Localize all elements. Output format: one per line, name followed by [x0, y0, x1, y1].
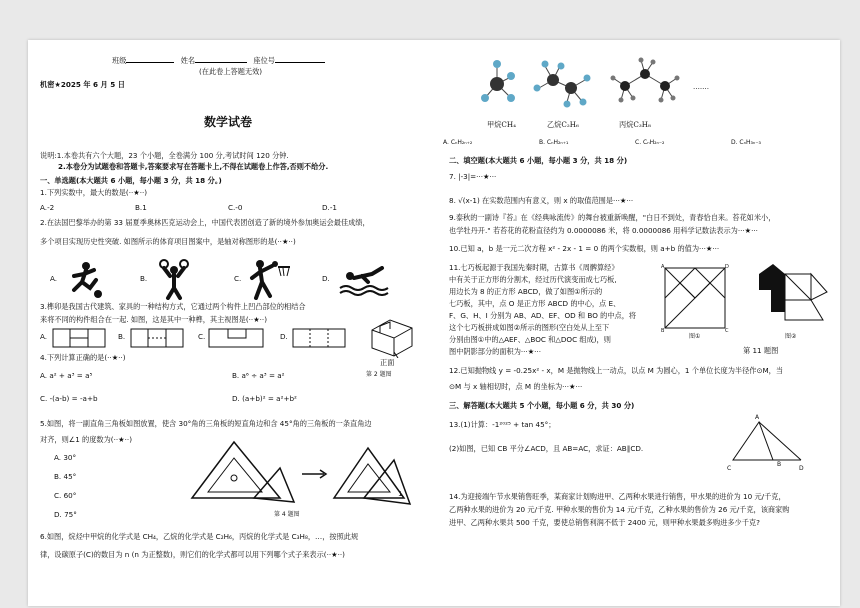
q11-line-4: F、G、H、I 分别为 AB、AD、EF、OD 和 BO 的中点，将 — [449, 311, 637, 320]
q6-option-b: B. CₙH₂ₙ₊₁ — [539, 139, 569, 146]
section1-heading: 一、单选题(本大题共 6 小题，每小题 3 分，共 18 分。) — [40, 176, 222, 185]
q12-line1: 12.已知抛物线 y = -0.25x² - x，M 是抛物线上一动点，以点 M 为圆心，1 个单位长度为半径作⊙M，当 — [449, 366, 784, 375]
q1-option-d: D.-1 — [322, 203, 337, 212]
q4-option-c: C. -(a-b) = -a+b — [40, 394, 98, 403]
seat-blank — [275, 62, 325, 63]
q14-line-2: 进甲、乙两种水果共 500 千克，要使总销售利润不低于 2400 元，则甲种水果最多购进多少千克? — [449, 518, 760, 527]
section2-heading: 二、填空题(本大题共 6 小题，每小题 3 分，共 18 分) — [449, 156, 628, 165]
exam-page — [28, 40, 840, 606]
q1-option-b: B.1 — [135, 203, 147, 212]
q6-option-d: D. CₙH₃ₙ₋₃ — [731, 139, 761, 146]
ethane-label: 乙烷C₂H₆ — [547, 120, 579, 129]
q3-option-a: A. — [40, 332, 48, 341]
q2-figures — [40, 256, 420, 300]
q6-line1: 6.如图，烷烃中甲烷的化学式是 CH₄，乙烷的化学式是 C₂H₆，丙烷的化学式是 C₃H₈，…，按照此规 — [40, 532, 359, 541]
q5-line2: 对齐，则∠1 的度数为(··★··) — [40, 435, 132, 444]
q5-line1: 5.如图，将一副直角三角板如图放置，使含 30°角的三角板的短直角边和含 45°角的三角板的一条直角边 — [40, 419, 372, 428]
geo-label-b: B — [777, 461, 782, 468]
seat-label: 座位号 — [253, 56, 275, 65]
q6-option-c: C. CₙH₂ₙ₋₂ — [635, 139, 665, 146]
q7: 7. |-3|=···★··· — [449, 172, 497, 181]
tangram-fig2-label: 图② — [785, 333, 797, 340]
q5-option-c: C. 60° — [54, 491, 77, 500]
q3-line2: 来将不同的构件组合在一起. 如图，这是其中一种榫，其主视图是(··★··) — [40, 315, 268, 324]
soccer-player-icon — [66, 260, 106, 300]
q4-stem: 4.下列计算正确的是(··★··) — [40, 353, 126, 362]
molecule-dots: ······· — [693, 84, 709, 93]
geo-label-d: D — [799, 465, 804, 472]
svg-text:C: C — [725, 328, 729, 332]
q11-line-5: 这个七巧板拼成如图②所示的图形(空白处从上至下 — [449, 323, 610, 332]
q3-view-b — [130, 328, 184, 348]
q3-view-d — [292, 328, 346, 348]
q11-line-6: 分别由图①中的△AEF、△BOC 和△DOC 组成)，则 — [449, 335, 611, 344]
section3-heading: 三、解答题(本大题共 5 个小题，每小题 6 分，共 30 分) — [449, 401, 635, 410]
class-blank — [126, 62, 174, 63]
triangle-rulers-figure — [184, 438, 414, 506]
q4-option-a: A. a² + a³ = a⁵ — [40, 371, 93, 380]
q11-fig-caption: 第 11 题图 — [743, 346, 779, 355]
q2-line1: 2.在法国巴黎举办的第 33 届夏季奥林匹克运动会上，中国代表团创造了新的境外参加奥运会最佳成绩， — [40, 218, 370, 227]
left-column — [34, 40, 426, 606]
q11-line-3: 七巧板，其中，点 O 是正方形 ABCD 的中心，点 E、 — [449, 299, 621, 308]
tangram-fig1-label: 图① — [689, 333, 701, 340]
alkane-molecules-figure — [475, 54, 725, 112]
q13-part1: 13.(1)计算：-1²⁰²⁵ + tan 45°； — [449, 420, 556, 429]
q6-line2: 律，设碳原子(C)的数目为 n (n 为正整数)，则它们的化学式都可以用下列哪个式子来表示(··★··) — [40, 550, 345, 559]
q3-options — [40, 328, 360, 350]
instruction-1: 说明:1.本卷共有六个大题，23 个小题，全卷满分 100 分,考试时间 120 分钟. — [40, 151, 289, 160]
geo-label-c: C — [727, 465, 732, 472]
q14-line-0: 14.为迎接端午节水果销售旺季，某商家计划购进甲、乙两种水果进行销售，甲水果的进价为 10 元/千克， — [449, 492, 786, 501]
name-label: 姓名 — [180, 56, 196, 65]
student-info-line — [112, 56, 325, 67]
q12-line2: ⊙M 与 x 轴相切时，点 M 的坐标为···★··· — [449, 382, 583, 391]
exam-title: 数学试卷 — [204, 115, 253, 129]
name-blank — [195, 62, 247, 63]
q2-option-a: A. — [50, 274, 58, 283]
q3-fig-caption: 第 2 题图 — [366, 371, 392, 378]
ethane-molecule — [534, 61, 591, 108]
geo-label-a: A — [755, 414, 760, 421]
rings-gymnast-icon — [156, 258, 192, 300]
q3-front-label: 正面 — [380, 358, 395, 367]
instruction-2: 2.本卷分为试题卷和答题卡,答案要求写在答题卡上,不得在试题卷上作答,否则不给分. — [58, 162, 329, 171]
q1-stem: 1.下列实数中，最大的数是(··★··) — [40, 188, 148, 197]
tenon-3d-figure — [368, 312, 418, 358]
q8: 8. √(x-1) 在实数范围内有意义，则 x 的取值范围是···★··· — [449, 196, 634, 205]
q3-option-b: B. — [118, 332, 126, 341]
right-column — [443, 40, 835, 606]
q3-option-c: C. — [198, 332, 206, 341]
q2-line2: 多个项目实现历史性突破. 如图所示的体育项目图案中，是轴对称图形的是(··★··) — [40, 237, 296, 246]
q9-line2: 也学牡丹开." 若苔花的花粉直径约为 0.0000086 米，将 0.0000086 用科学记数法表示为···★··· — [449, 226, 758, 235]
propane-label: 丙烷C₃H₈ — [619, 120, 651, 129]
q6-option-a: A. CₙH₂ₙ₊₂ — [443, 139, 473, 146]
q11-line-2: 用边长为 8 的正方形 ABCD，做了如图①所示的 — [449, 287, 603, 296]
tangram-shape-figure — [755, 262, 835, 332]
swimmer-icon — [338, 266, 394, 296]
q1-option-a: A.-2 — [40, 203, 55, 212]
svg-text:A: A — [661, 264, 665, 270]
q3-view-a — [52, 328, 106, 348]
class-label: 班级 — [112, 56, 127, 65]
secret-date: 机密★2025 年 6 月 5 日 — [40, 80, 125, 89]
q3-option-d: D. — [280, 332, 288, 341]
q3-view-c — [208, 328, 264, 348]
svg-text:D: D — [725, 264, 729, 270]
q5-option-d: D. 75° — [54, 510, 77, 519]
methane-label: 甲烷CH₄ — [487, 120, 517, 129]
q14-line-1: 乙两种水果的进价为 20 元/千克. 甲种水果的售价为 14 元/千克，乙种水果的售价为 26 元/千克，该商家购 — [449, 505, 790, 514]
q10: 10.已知 a，b 是一元二次方程 x² - 2x - 1 = 0 的两个实数根，则 a+b 的值为···★··· — [449, 244, 720, 253]
q2-option-d: D. — [322, 274, 330, 283]
q4-option-d: D. (a+b)² = a²+b² — [232, 394, 297, 403]
svg-text:1: 1 — [398, 490, 403, 498]
q13-part2: (2)如图，已知 CB 平分∠ACD，且 AB=AC，求证：AB∥CD. — [449, 444, 644, 453]
basketball-player-icon — [248, 258, 294, 300]
q2-option-c: C. — [234, 274, 242, 283]
header-note: (在此卷上答题无效) — [199, 67, 263, 76]
q9-line1: 9.泰秋的一副诗『苔』在《经典咏流传》的舞台被重新唤醒，"白日不到处，青春恰自来。苔花如米小， — [449, 213, 776, 222]
q4-option-b: B. a⁶ ÷ a³ = a² — [232, 371, 285, 380]
q11-line-0: 11.七巧板起源于我国先秦时期，古算书《周髀算经》 — [449, 263, 619, 272]
tangram-square-figure — [661, 264, 729, 332]
q11-line-7: 图中阴影部分的面积为···★··· — [449, 347, 542, 356]
propane-molecule — [611, 58, 680, 103]
q5-option-a: A. 30° — [54, 453, 77, 462]
parallel-lines-figure — [729, 416, 809, 468]
methane-molecule — [481, 60, 515, 102]
q2-option-b: B. — [140, 274, 148, 283]
q5-option-b: B. 45° — [54, 472, 77, 481]
svg-text:B: B — [661, 328, 665, 332]
q11-line-1: 中有关于正方形的分割术，经过历代演变而成七巧板, — [449, 275, 617, 284]
q1-option-c: C.-0 — [228, 203, 243, 212]
q3-line1: 3.榫卯是我国古代建筑、家具的一种结构方式，它通过两个构件上凹凸部位的相结合 — [40, 302, 306, 311]
q5-fig-caption: 第 4 题图 — [274, 511, 300, 518]
